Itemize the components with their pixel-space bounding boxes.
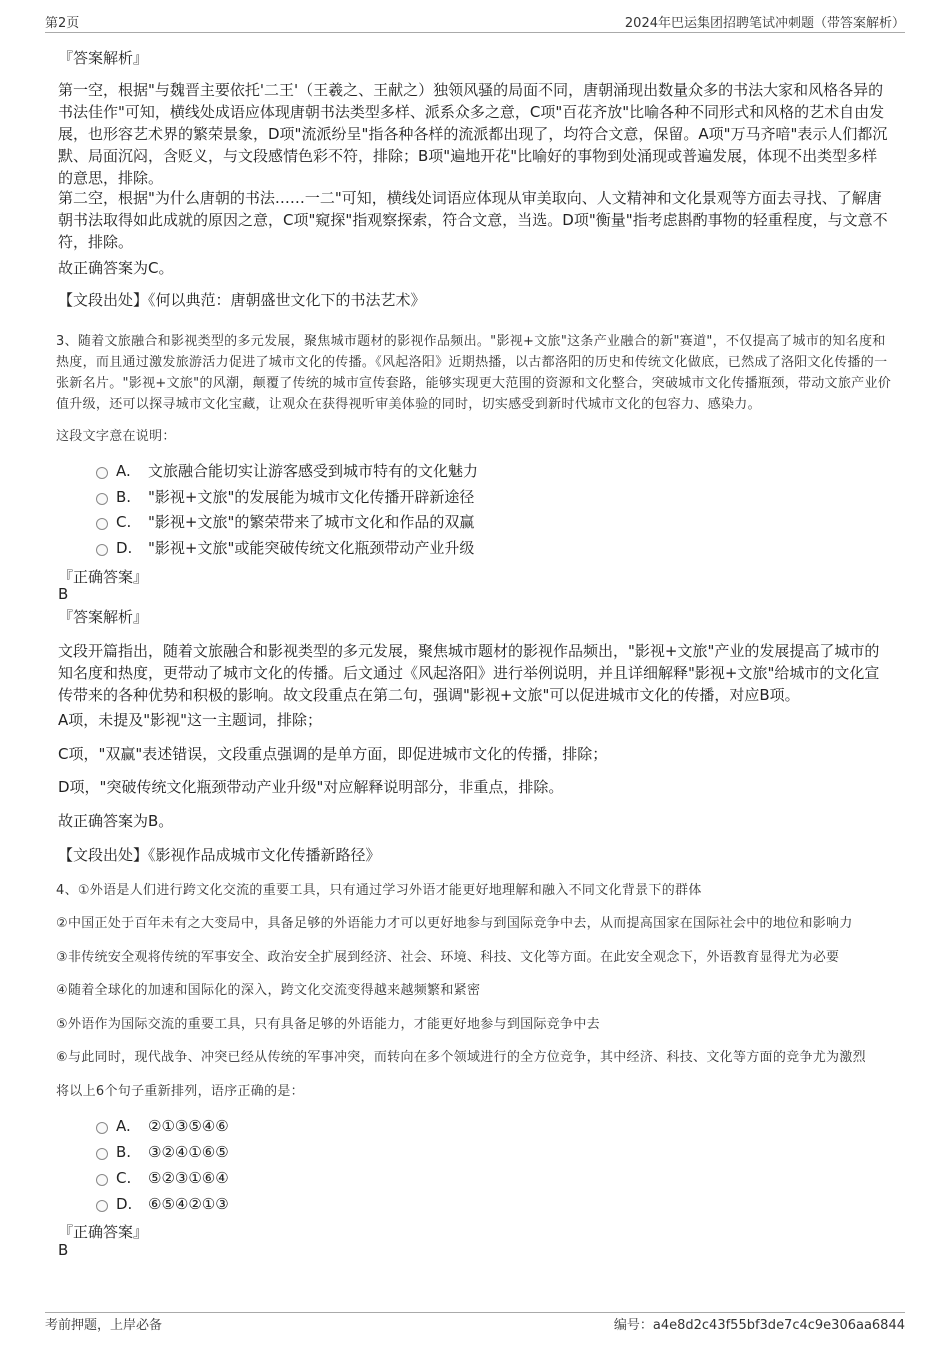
- q4-sentence: ⑤外语作为国际交流的重要工具，只有具备足够的外语能力，才能更好地参与到国际竞争中去: [56, 1017, 600, 1032]
- option-label: A.: [116, 462, 131, 480]
- q3-option-d[interactable]: [96, 538, 474, 558]
- radio-icon[interactable]: [96, 493, 108, 505]
- analysis-paragraph: C项，"双赢"表述错误，文段重点强调的是单方面，即促进城市文化的传播，排除；: [58, 745, 608, 763]
- question-3-stem: 3、随着文旅融合和影视类型的多元发展，聚焦城市题材的影视作品频出。"影视+文旅"这条产业融合的新"赛道"，不仅提高了城市的知名度和热度，而且通过激发旅游活力促进了城市文化的传播。《风起洛阳》近期热播，以古都洛阳的历史和传统文化做底，已然成了洛阳文化传播的一张新名片。"影视+文旅"的风潮，颠覆了传统的城市宣传套路，能够实现更大范围的资源和文化整合，突破城市文化传播瓶颈，带动文旅产业价值升级，还可以探寻城市文化宝藏，让观众在获得视听审美体验的同时，切实感受到新时代城市文化的包容力、感染力。: [56, 334, 892, 412]
- option-text: "影视+文旅"或能突破传统文化瓶颈带动产业升级: [148, 539, 475, 557]
- radio-icon[interactable]: [96, 1148, 108, 1160]
- q4-option-d[interactable]: [96, 1194, 229, 1214]
- header-divider: [45, 32, 905, 33]
- option-text: "影视+文旅"的繁荣带来了城市文化和作品的双赢: [148, 513, 475, 531]
- q4-option-a[interactable]: [96, 1116, 229, 1136]
- option-label: D.: [116, 539, 133, 557]
- q4-sentence: ②中国正处于百年未有之大变局中，具备足够的外语能力才可以更好地参与到国际竞争中去，从而提高国家在国际社会中的地位和影响力: [56, 916, 853, 931]
- analysis-label: 『答案解析』: [58, 608, 149, 626]
- correct-answer: B: [58, 1241, 69, 1259]
- option-text: ⑤②③①⑥④: [148, 1169, 229, 1187]
- radio-icon[interactable]: [96, 1122, 108, 1134]
- analysis-paragraph: 第二空，根据"为什么唐朝的书法……一二"可知，横线处词语应体现从审美取向、人文精神和文化景观等方面去寻找、了解唐朝书法取得如此成就的原因之意，C项"窥探"指观察探索，符合文意，当选。D项"衡量"指考虑斟酌事物的轻重程度，与文意不符，排除。: [58, 189, 888, 251]
- radio-icon[interactable]: [96, 467, 108, 479]
- document-id: 编号：a4e8d2c43f55bf3de7c4c9e306aa6844: [613, 1318, 905, 1333]
- radio-icon[interactable]: [96, 518, 108, 530]
- radio-icon[interactable]: [96, 1174, 108, 1186]
- q3-option-b[interactable]: [96, 487, 474, 507]
- option-label: C.: [116, 1169, 132, 1187]
- q4-sentence: ④随着全球化的加速和国际化的深入，跨文化交流变得越来越频繁和紧密: [56, 983, 481, 998]
- q3-option-c[interactable]: [96, 512, 474, 532]
- option-label: B.: [116, 488, 132, 506]
- analysis-paragraph: D项，"突破传统文化瓶颈带动产业升级"对应解释说明部分，非重点，排除。: [58, 778, 564, 796]
- q4-sentence: 4、①外语是人们进行跨文化交流的重要工具，只有通过学习外语才能更好地理解和融入不同文化背景下的群体: [56, 883, 702, 898]
- q4-sentence: ③非传统安全观将传统的军事安全、政治安全扩展到经济、社会、环境、科技、文化等方面。在此安全观念下，外语教育显得尤为必要: [56, 950, 840, 965]
- question-3-prompt: 这段文字意在说明：: [56, 429, 176, 444]
- footer-divider: [45, 1312, 905, 1313]
- option-text: "影视+文旅"的发展能为城市文化传播开辟新途径: [148, 488, 475, 506]
- q4-option-b[interactable]: [96, 1142, 229, 1162]
- option-text: ⑥⑤④②①③: [148, 1195, 229, 1213]
- question-4-prompt: 将以上6个句子重新排列，语序正确的是：: [56, 1084, 304, 1099]
- analysis-label: 『答案解析』: [58, 49, 149, 67]
- option-text: ③②④①⑥⑤: [148, 1143, 229, 1161]
- correct-answer-label: 『正确答案』: [58, 568, 149, 586]
- q4-option-c[interactable]: [96, 1168, 229, 1188]
- correct-answer-label: 『正确答案』: [58, 1223, 149, 1241]
- option-text: 文旅融合能切实让游客感受到城市特有的文化魅力: [148, 462, 479, 480]
- correct-answer: B: [58, 585, 69, 603]
- document-title: 2024年巴运集团招聘笔试冲刺题（带答案解析）: [624, 16, 905, 31]
- footer-slogan: 考前押题，上岸必备: [45, 1318, 163, 1333]
- option-text: ②①③⑤④⑥: [148, 1117, 229, 1135]
- page-number: 第2页: [45, 16, 80, 31]
- answer-conclusion: 故正确答案为C。: [58, 259, 174, 277]
- answer-conclusion: 故正确答案为B。: [58, 812, 174, 830]
- radio-icon[interactable]: [96, 1200, 108, 1212]
- analysis-paragraph: 文段开篇指出，随着文旅融合和影视类型的多元发展，聚焦城市题材的影视作品频出，"影视+文旅"产业的发展提高了城市的知名度和热度，更带动了城市文化的传播。后文通过《风起洛阳》进行举例说明，并且详细解释"影视+文旅"给城市的文化宣传带来的各种优势和积极的影响。故文段重点在第二句，强调"影视+文旅"可以促进城市文化的传播，对应B项。: [58, 642, 880, 704]
- option-label: C.: [116, 513, 132, 531]
- radio-icon[interactable]: [96, 544, 108, 556]
- passage-source: 【文段出处】《何以典范：唐朝盛世文化下的书法艺术》: [58, 291, 426, 309]
- option-label: A.: [116, 1117, 131, 1135]
- option-label: B.: [116, 1143, 132, 1161]
- option-label: D.: [116, 1195, 133, 1213]
- analysis-paragraph: 第一空，根据"与魏晋主要依托'二王'（王羲之、王献之）独领风骚的局面不同，唐朝涌现出数量众多的书法大家和风格各异的书法佳作"可知，横线处成语应体现唐朝书法类型多样、派系众多之意，C项"百花齐放"比喻各种不同形式和风格的艺术自由发展，也形容艺术界的繁荣景象，D项"流派纷呈"指各种各样的流派都出现了，均符合文意，保留。A项"万马齐喑"表示人们都沉默、局面沉闷，含贬义，与文段感情色彩不符，排除；B项"遍地开花"比喻好的事物到处涌现或普遍发展，体现不出类型多样的意思，排除。: [58, 81, 888, 187]
- analysis-paragraph: A项，未提及"影视"这一主题词，排除；: [58, 711, 323, 729]
- passage-source: 【文段出处】《影视作品成城市文化传播新路径》: [58, 846, 381, 864]
- q3-option-a[interactable]: [96, 461, 478, 481]
- q4-sentence: ⑥与此同时，现代战争、冲突已经从传统的军事冲突，而转向在多个领域进行的全方位竞争，其中经济、科技、文化等方面的竞争尤为激烈: [56, 1050, 866, 1065]
